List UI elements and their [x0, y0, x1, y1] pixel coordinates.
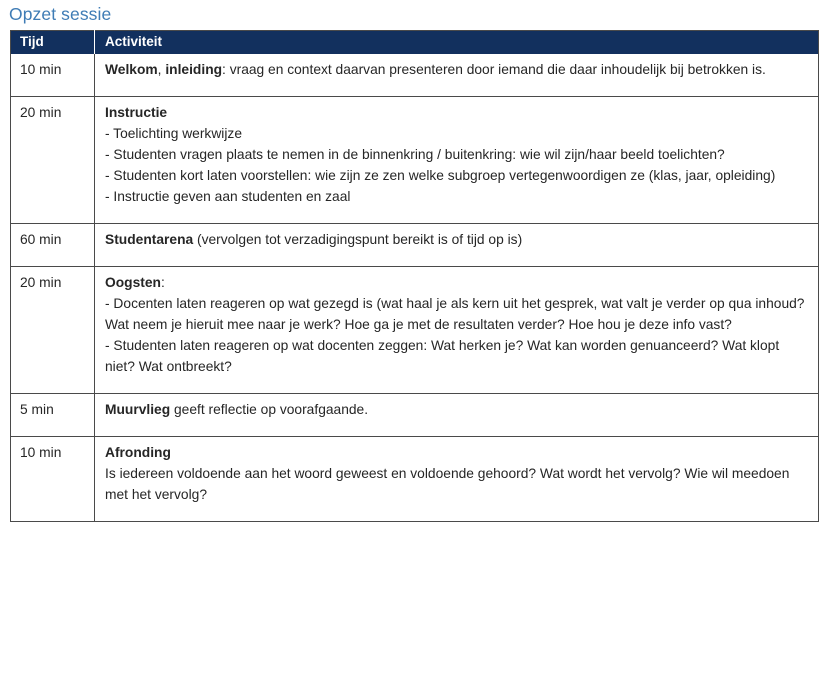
activity-label: Studentarena [105, 232, 194, 247]
activity-text: - Studenten vragen plaats te nemen in de binnenkring / buitenkring: wie wil zijn/haar beeld toelichten? [105, 147, 725, 162]
table-row [11, 97, 819, 224]
activity-line [105, 186, 808, 207]
activity-line [105, 123, 808, 144]
column-header-tijd: Tijd [11, 31, 95, 55]
cell-activiteit [95, 54, 819, 97]
cell-activiteit [95, 267, 819, 394]
page-title: Opzet sessie [9, 4, 112, 24]
cell-activiteit [95, 224, 819, 267]
cell-tijd: 5 min [11, 394, 95, 437]
activity-text: geeft reflectie op voorafgaande. [170, 402, 369, 417]
activity-label: Instructie [105, 105, 168, 120]
activity-line [105, 144, 808, 165]
activity-text: - Instructie geven aan studenten en zaal [105, 189, 351, 204]
activity-text: : [160, 275, 165, 290]
activity-line [105, 293, 808, 335]
activity-text: Is iedereen voldoende aan het woord geweest en voldoende gehoord? Wat wordt het vervolg? Wie wil meedoen met het vervolg? [105, 466, 790, 502]
activity-line [105, 335, 808, 377]
table-row [11, 224, 819, 267]
activity-text: - Studenten laten reageren op wat docenten zeggen: Wat herken je? Wat kan worden genuanceerd? Wat klopt niet? Wat ontbreekt? [105, 338, 780, 374]
cell-tijd: 10 min [11, 54, 95, 97]
session-schedule-table [10, 30, 819, 522]
activity-text: (vervolgen tot verzadigingspunt bereikt is of tijd op is) [193, 232, 523, 247]
activity-line [105, 102, 808, 123]
cell-tijd: 10 min [11, 437, 95, 522]
cell-tijd: 20 min [11, 97, 95, 224]
activity-text: - Docenten laten reageren op wat gezegd is (wat haal je als kern uit het gesprek, wat valt je verder op qua inhoud? Wat neem je hieruit mee naar je werk? Hoe ga je met de resultaten verder? Hoe hou je deze info vast? [105, 296, 805, 332]
activity-line [105, 229, 808, 250]
activity-line [105, 463, 808, 505]
table-row [11, 437, 819, 522]
activity-line [105, 272, 808, 293]
table-row [11, 54, 819, 97]
activity-line [105, 59, 808, 80]
cell-tijd: 60 min [11, 224, 95, 267]
activity-line [105, 399, 808, 420]
activity-label: Oogsten [105, 275, 161, 290]
activity-label: inleiding [165, 62, 223, 77]
cell-activiteit [95, 394, 819, 437]
activity-label: Afronding [105, 445, 171, 460]
activity-text: - Toelichting werkwijze [105, 126, 242, 141]
activity-label: Muurvlieg [105, 402, 171, 417]
cell-tijd: 20 min [11, 267, 95, 394]
column-header-activiteit: Activiteit [95, 31, 819, 55]
cell-activiteit [95, 97, 819, 224]
activity-text: , [157, 62, 166, 77]
table-row [11, 394, 819, 437]
activity-line [105, 442, 808, 463]
cell-activiteit [95, 437, 819, 522]
table-body [11, 54, 819, 522]
activity-label: Welkom [105, 62, 158, 77]
activity-text: - Studenten kort laten voorstellen: wie zijn ze zen welke subgroep vertegenwoordigen ze (klas, jaar, opleiding) [105, 168, 776, 183]
table-header [11, 31, 819, 55]
activity-line [105, 165, 808, 186]
activity-text: : vraag en context daarvan presenteren door iemand die daar inhoudelijk bij betrokken is. [222, 62, 766, 77]
table-header-row [11, 31, 819, 55]
table-row [11, 267, 819, 394]
